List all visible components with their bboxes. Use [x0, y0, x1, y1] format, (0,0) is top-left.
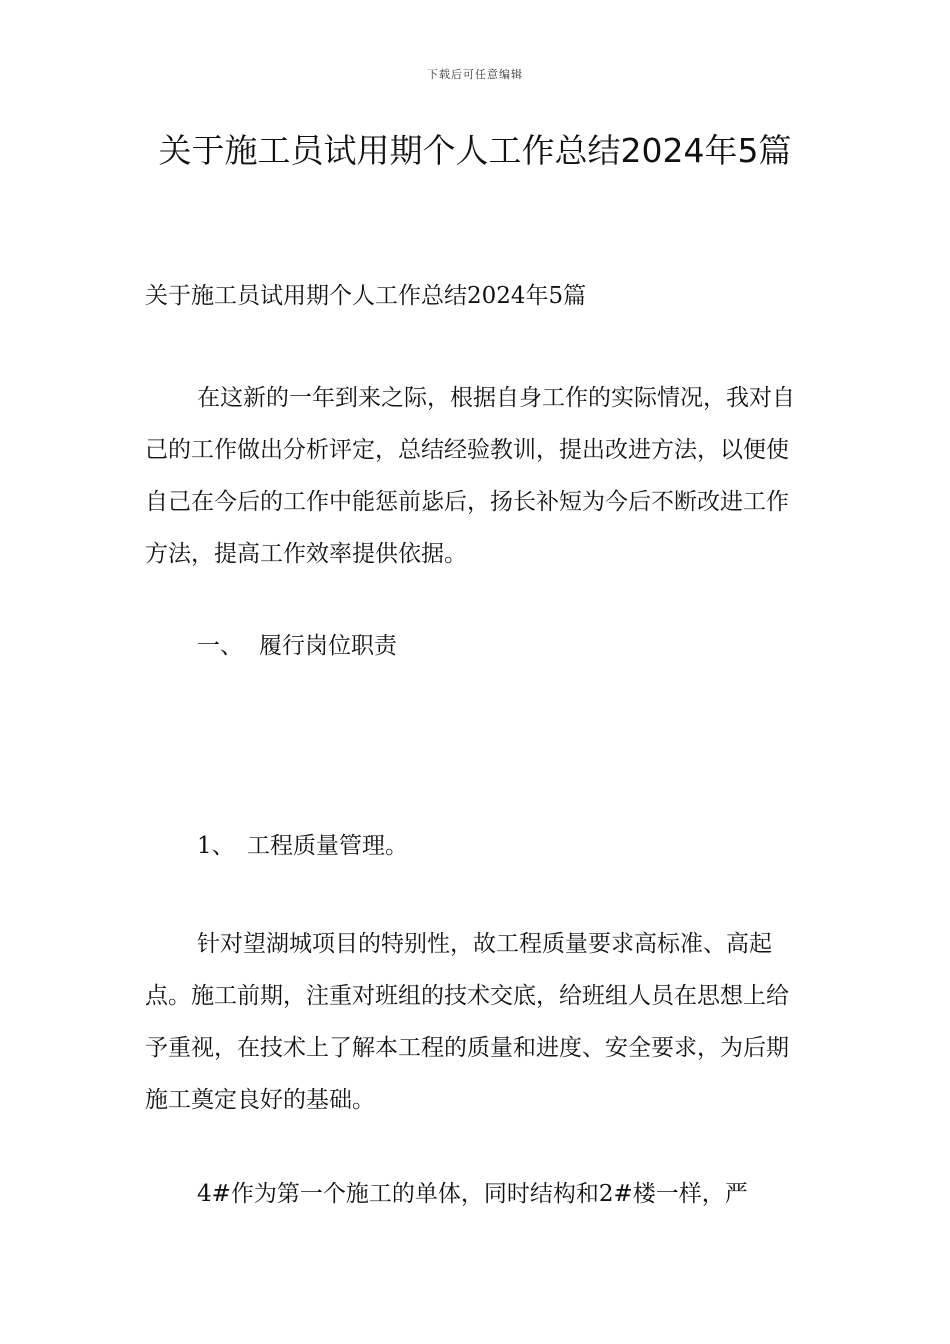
section-number: 一、 [197, 633, 243, 659]
section-heading-duties [197, 620, 397, 672]
building-paragraph: 4#作为第一个施工的单体，同时结构和2#楼一样，严 [197, 1181, 748, 1207]
document-subtitle: 关于施工员试用期个人工作总结2024年5篇 [145, 283, 587, 309]
document-title: 关于施工员试用期个人工作总结2024年5篇 [158, 131, 792, 170]
item-number: 1、 [197, 833, 235, 859]
item-label: 工程质量管理。 [247, 833, 408, 859]
item-heading-quality [197, 820, 408, 872]
quality-paragraph: 针对望湖城项目的特别性，故工程质量要求高标准、高起点。施工前期，注重对班组的技术交底，给班组人员在思想上给予重视，在技术上了解本工程的质量和进度、安全要求，为后期施工奠定良好的基础。 [145, 931, 789, 1113]
intro-paragraph: 在这新的一年到来之际，根据自身工作的实际情况，我对自己的工作做出分析评定，总结经验教训，提出改进方法，以便使自己在今后的工作中能惩前毖后，扬长补短为今后不断改进工作方法，提高工作效率提供依据。 [145, 385, 795, 567]
header-note: 下载后可任意编辑 [427, 68, 523, 81]
section-label: 履行岗位职责 [259, 633, 397, 659]
